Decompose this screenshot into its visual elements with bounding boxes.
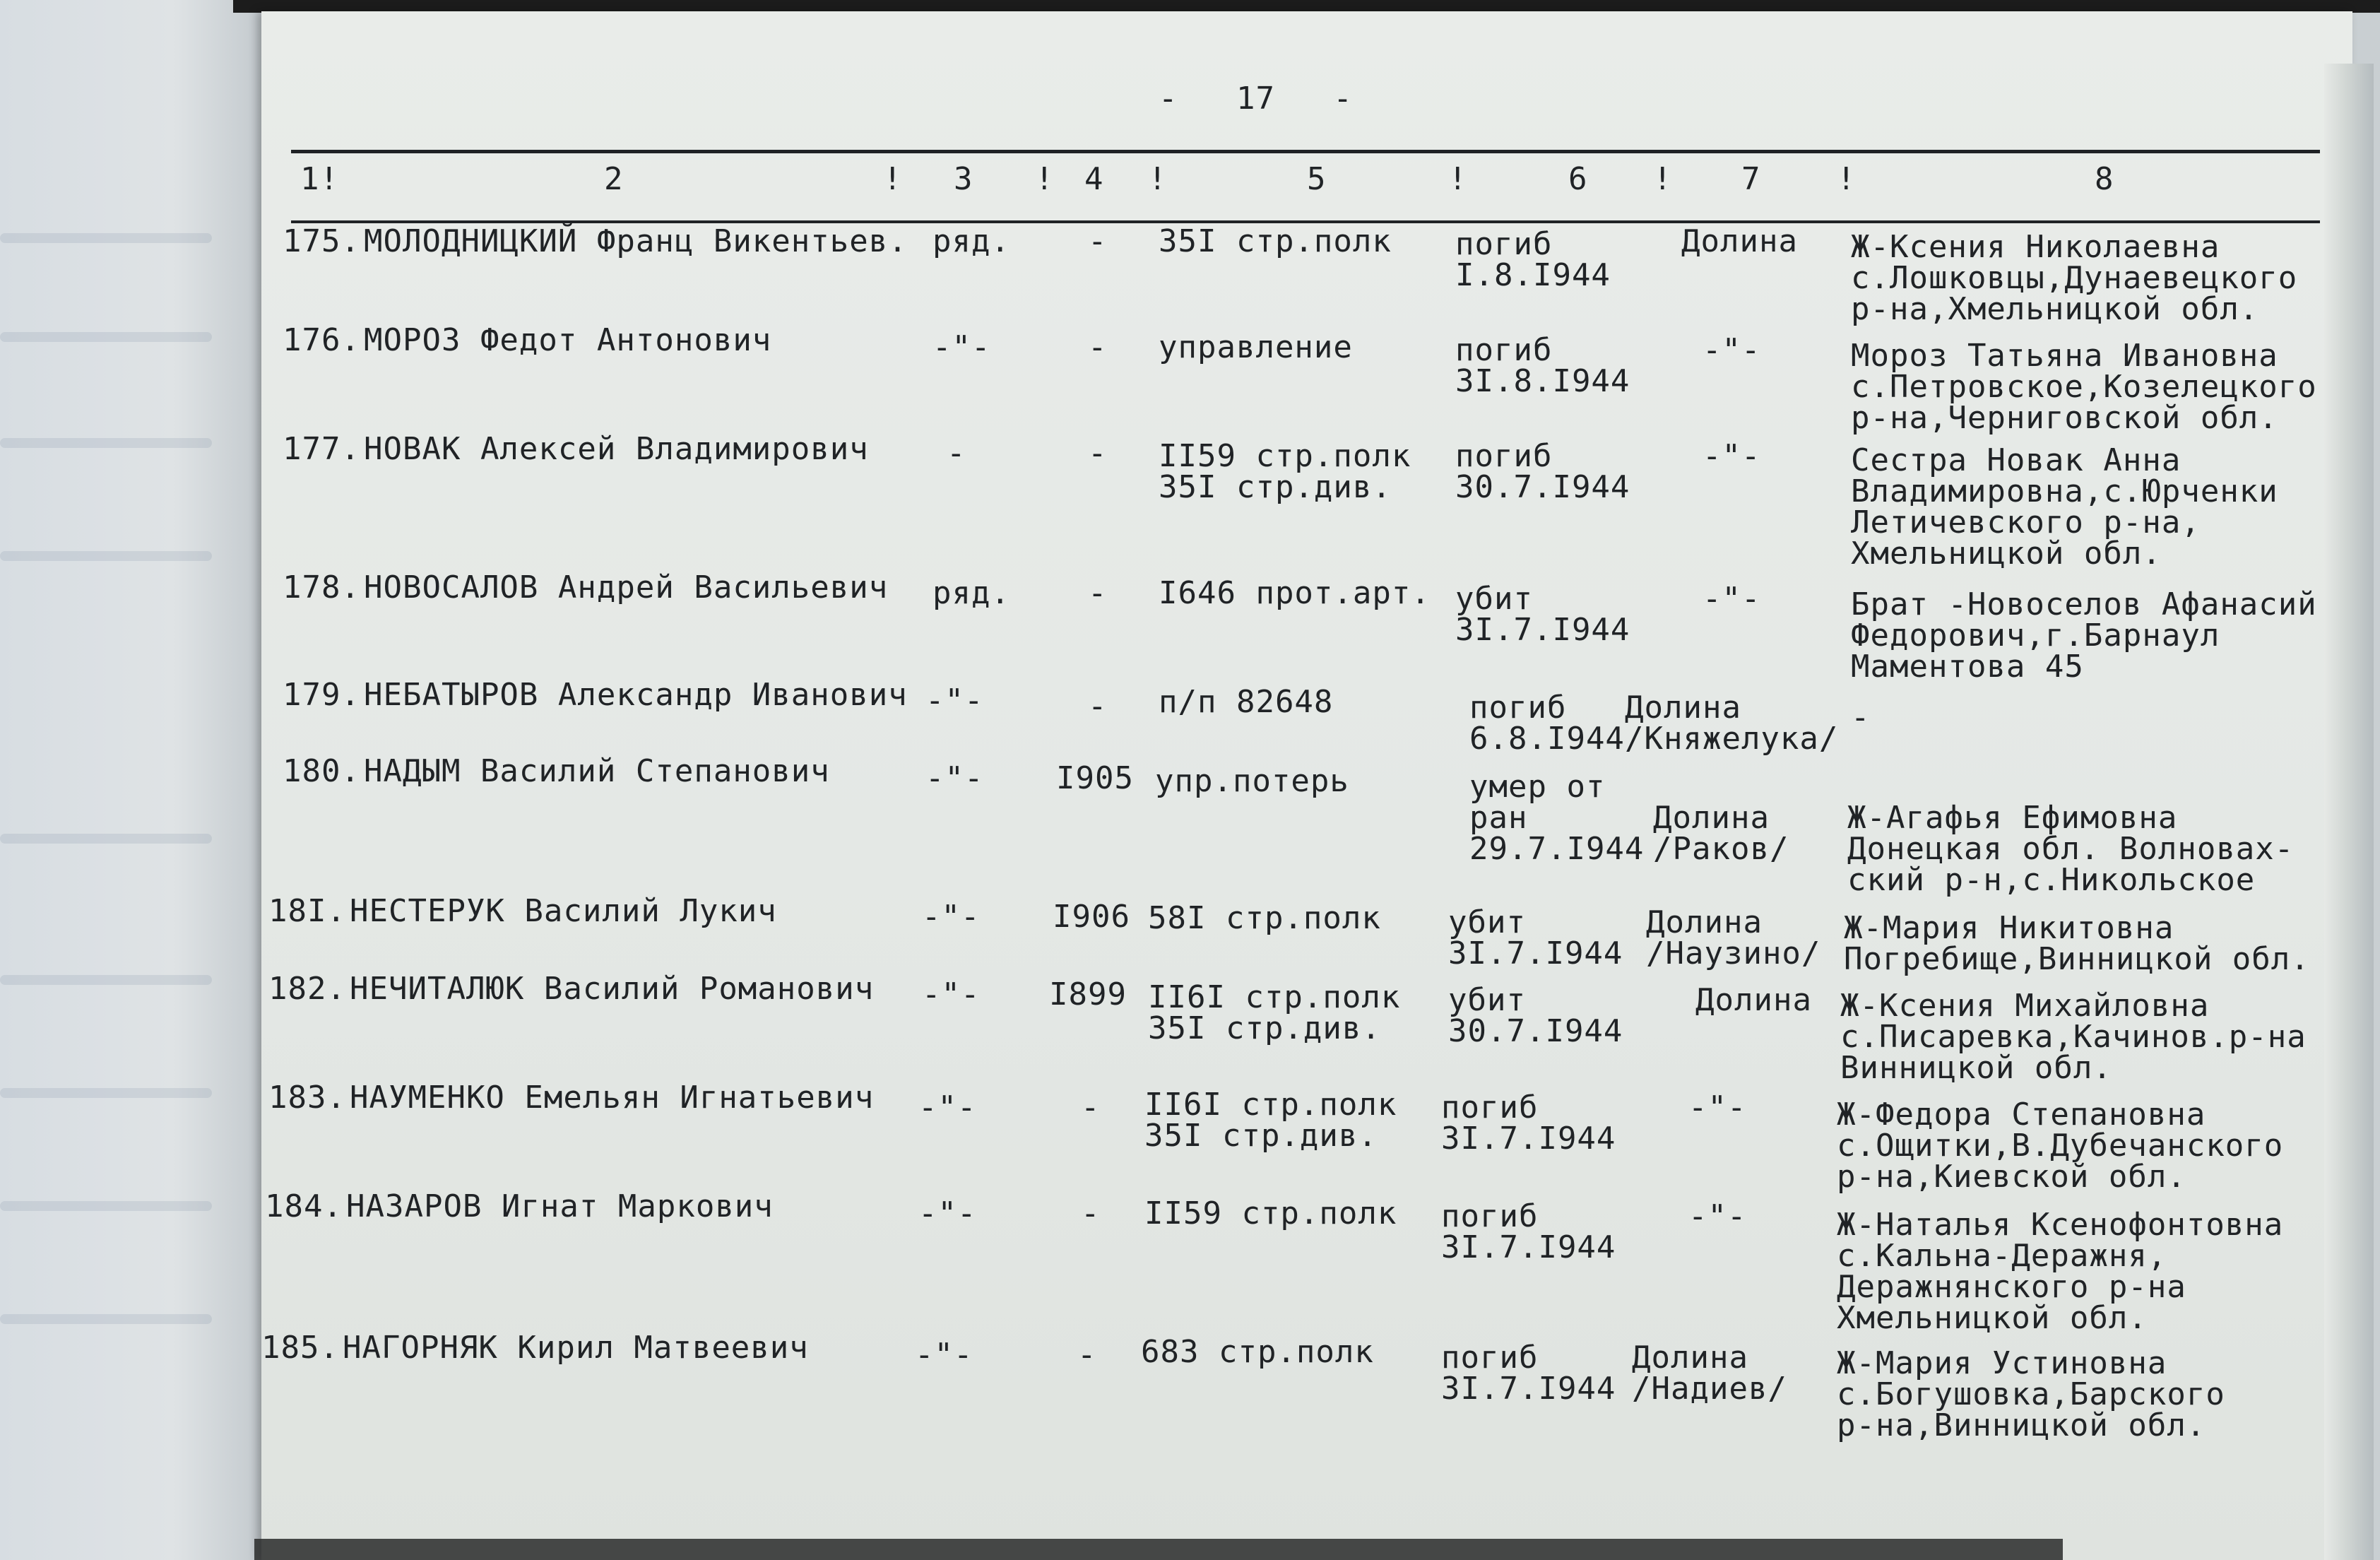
military-unit: II6I стр.полк 35I стр.див. [1144,1087,1397,1154]
fate-and-date: погиб I.8.I944 [1455,226,1611,293]
column-separator: ! [883,161,903,197]
birth-year: - [1088,223,1108,259]
person-name: МОРОЗ Федот Антонович [364,322,772,358]
bleed-through-mark [0,551,212,561]
left-page-edge [0,0,290,1560]
rank: -"- [922,899,981,935]
page-number: - 17 - [1159,81,1353,117]
burial-place: Долина /Надиев/ [1632,1340,1787,1407]
burial-place: -"- [1703,581,1761,617]
military-unit: I646 прот.арт. [1159,575,1431,611]
military-unit: II59 стр.полк [1144,1195,1397,1231]
column-number: 7 [1741,161,1761,197]
fate-and-date: убит 30.7.I944 [1448,982,1623,1049]
birth-year: I906 [1053,899,1130,935]
burial-place: -"- [1703,332,1761,368]
record-number: 18I. [268,893,346,929]
column-number: 2 [604,161,624,197]
relatives-address: Ж-Агафья Ефимовна Донецкая обл. Волновах- ский р-н,с.Никольское [1847,800,2295,898]
record-number: 184. [265,1188,343,1224]
birth-year: - [1081,1195,1101,1231]
birth-year: - [1088,688,1108,724]
header-rule-top [291,150,2320,153]
burial-place: Долина /Княжелука/ [1625,690,1839,757]
rank: ряд. [933,223,1010,259]
relatives-address: Мороз Татьяна Ивановна с.Петровское,Козелецкого р-на,Черниговской обл. [1851,338,2317,436]
birth-year: - [1088,435,1108,471]
rank: -"- [918,1195,977,1231]
scan-border-bottom [254,1539,2063,1560]
military-unit: II59 стр.полк 35I стр.див. [1159,438,1411,505]
column-number: 3 [954,161,973,197]
birth-year: - [1088,575,1108,611]
fate-and-date: погиб 6.8.I944 [1469,690,1625,757]
bleed-through-mark [0,1314,212,1324]
column-number: 8 [2095,161,2114,197]
military-unit: управление [1159,329,1353,365]
record-number: 179. [283,677,360,713]
person-name: МОЛОДНИЦКИЙ Франц Викентьев. [364,223,908,259]
bleed-through-mark [0,975,212,985]
fate-and-date: умер от ран 29.7.I944 [1469,769,1645,867]
fate-and-date: погиб 3I.7.I944 [1441,1198,1616,1265]
military-unit: 35I стр.полк [1159,223,1392,259]
rank: -"- [925,760,984,796]
bleed-through-mark [0,233,212,243]
relatives-address: Ж-Федора Степановна с.Ощитки,В.Дубечанского р-на,Киевской обл. [1837,1097,2284,1195]
rank: - [947,435,966,471]
military-unit: п/п 82648 [1159,684,1334,720]
record-number: 183. [268,1080,346,1116]
fate-and-date: погиб 30.7.I944 [1455,438,1630,505]
column-number: 4 [1084,161,1104,197]
relatives-address: Ж-Ксения Николаевна с.Лошковцы,Дунаевецкого р-на,Хмельницкой обл. [1851,229,2298,327]
record-number: 175. [283,223,360,259]
record-number: 177. [283,431,360,467]
relatives-address: - [1851,699,1871,735]
rank: -"- [922,976,981,1012]
bleed-through-mark [0,438,212,448]
bleed-through-mark [0,1201,212,1211]
record-number: 185. [261,1330,339,1366]
birth-year: - [1088,329,1108,365]
burial-place: Долина /Наузино/ [1646,904,1821,971]
person-name: НЕСТЕРУК Василий Лукич [350,893,777,929]
column-number: 1! [300,161,339,197]
rank: -"- [918,1089,977,1125]
burial-place: Долина [1695,982,1812,1018]
person-name: НАГОРНЯК Кирил Матвеевич [343,1330,809,1366]
relatives-address: Брат -Новоселов Афанасий Федорович,г.Барнаул Маментова 45 [1851,586,2317,685]
person-name: НАЗАРОВ Игнат Маркович [346,1188,774,1224]
person-name: НАДЫМ Василий Степанович [364,753,830,789]
relatives-address: Ж-Мария Устиновна с.Богушовка,Барского р-на,Винницкой обл. [1837,1345,2225,1443]
column-separator: ! [1148,161,1168,197]
birth-year: - [1081,1089,1101,1125]
column-separator: ! [1653,161,1673,197]
person-name: НАУМЕНКО Емельян Игнатьевич [350,1080,875,1116]
relatives-address: Ж-Ксения Михайловна с.Писаревка,Качинов.р-на Винницкой обл. [1840,988,2307,1086]
birth-year: I905 [1056,760,1134,796]
military-unit: 58I стр.полк [1148,900,1381,936]
person-name: НЕБАТЫРОВ Александр Иванович [364,677,908,713]
rank: -"- [925,682,984,719]
person-name: НЕЧИТАЛЮК Василий Романович [350,971,875,1007]
relatives-address: Ж-Наталья Ксенофонтовна с.Кальна-Деражня, Деражнянского р-на Хмельницкой обл. [1837,1207,2284,1336]
burial-place: -"- [1703,438,1761,474]
bleed-through-mark [0,834,212,844]
burial-place: -"- [1688,1089,1747,1125]
column-separator: ! [1837,161,1857,197]
column-separator: ! [1448,161,1468,197]
relatives-address: Сестра Новак Анна Владимировна,с.Юрченки Летичевского р-на, Хмельницкой обл. [1851,442,2278,572]
record-number: 182. [268,971,346,1007]
record-number: 176. [283,322,360,358]
burial-place: Долина /Раков/ [1653,800,1789,867]
person-name: НОВАК Алексей Владимирович [364,431,869,467]
military-unit: упр.потерь [1155,763,1349,799]
column-number: 6 [1568,161,1588,197]
rank: ряд. [933,575,1010,611]
page-edge [2324,64,2374,1560]
fate-and-date: убит 3I.7.I944 [1455,581,1630,648]
person-name: НОВОСАЛОВ Андрей Васильевич [364,569,889,605]
burial-place: Долина [1681,223,1798,259]
relatives-address: Ж-Мария Никитовна Погребище,Винницкой обл. [1844,910,2310,977]
military-unit: 683 стр.полк [1141,1334,1374,1370]
military-unit: II6I стр.полк 35I стр.див. [1148,979,1401,1046]
birth-year: - [1077,1337,1097,1373]
column-separator: ! [1035,161,1055,197]
record-number: 180. [283,753,360,789]
fate-and-date: погиб 3I.8.I944 [1455,332,1630,399]
column-number: 5 [1307,161,1327,197]
fate-and-date: убит 3I.7.I944 [1448,904,1623,971]
fate-and-date: погиб 3I.7.I944 [1441,1089,1616,1157]
record-number: 178. [283,569,360,605]
bleed-through-mark [0,332,212,342]
rank: -"- [915,1337,973,1373]
fate-and-date: погиб 3I.7.I944 [1441,1340,1616,1407]
rank: -"- [933,329,991,365]
bleed-through-mark [0,1088,212,1098]
burial-place: -"- [1688,1198,1747,1234]
birth-year: I899 [1049,976,1127,1012]
